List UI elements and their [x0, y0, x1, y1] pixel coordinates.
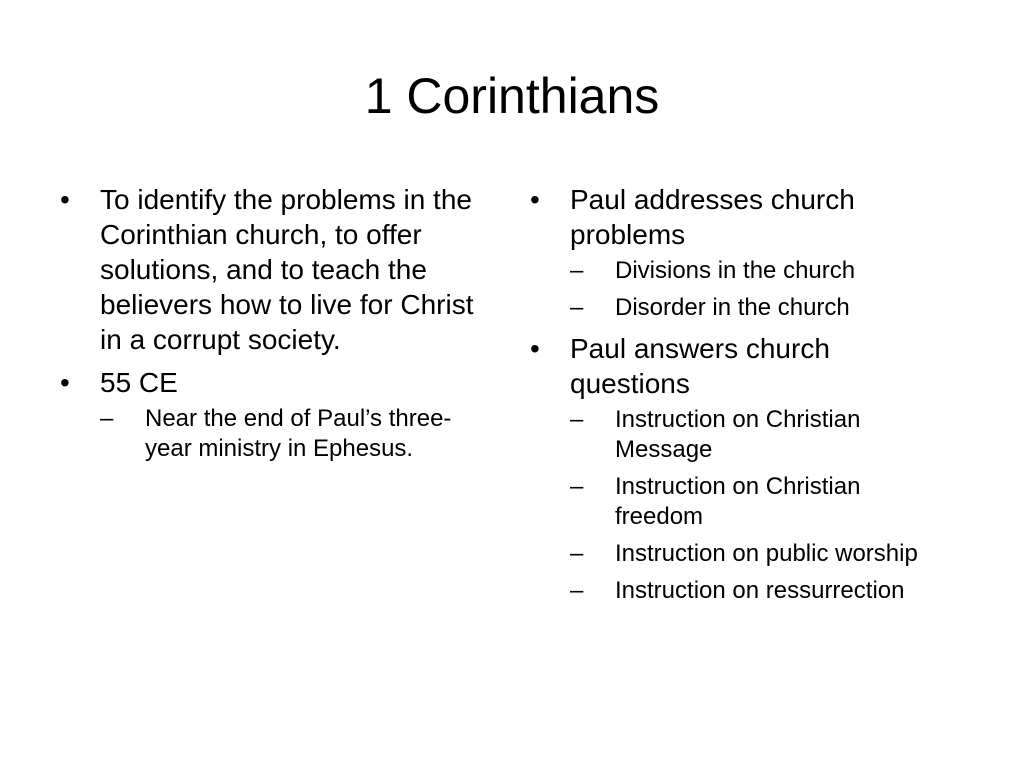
sub-bullet-text: Near the end of Paul’s three-year ministry in Ephesus. [145, 405, 452, 462]
sub-bullet-text: Instruction on Christian Message [615, 406, 861, 463]
bullet-dot-icon: • [60, 184, 70, 215]
dash-icon: – [570, 257, 584, 284]
right-content-column [528, 182, 928, 614]
sub-bullet-item [570, 576, 928, 606]
bullet-text: Paul addresses church problems [570, 184, 855, 250]
dash-icon: – [570, 577, 584, 604]
sub-bullet-list [570, 256, 928, 323]
sub-bullet-list [100, 404, 478, 464]
sub-bullet-text: Instruction on ressurrection [615, 577, 905, 604]
bullet-dot-icon: • [60, 367, 70, 398]
sub-bullet-text: Instruction on Christian freedom [615, 473, 861, 530]
sub-bullet-text: Disorder in the church [615, 294, 850, 321]
dash-icon: – [100, 405, 114, 432]
bullet-text: To identify the problems in the Corinthian church, to offer solutions, and to teach the believers how to live for Christ in a corrupt society. [100, 184, 474, 355]
dash-icon: – [570, 473, 584, 500]
dash-icon: – [570, 406, 584, 433]
bullet-text: 55 CE [100, 367, 178, 398]
sub-bullet-item [570, 405, 928, 465]
bullet-dot-icon: • [530, 333, 540, 364]
left-content-column [58, 182, 478, 472]
slide-title: 1 Corinthians [364, 68, 660, 124]
sub-bullet-item [570, 293, 928, 323]
bullet-item [58, 365, 478, 464]
sub-bullet-text: Instruction on public worship [615, 540, 918, 567]
bullet-text: Paul answers church questions [570, 333, 830, 399]
sub-bullet-item [570, 472, 928, 532]
dash-icon: – [570, 294, 584, 321]
sub-bullet-item [570, 539, 928, 569]
bullet-item [58, 182, 478, 357]
bullet-item [528, 182, 928, 323]
sub-bullet-text: Divisions in the church [615, 257, 856, 284]
bullet-item [528, 331, 928, 606]
sub-bullet-item [100, 404, 478, 464]
bullet-dot-icon: • [530, 184, 540, 215]
sub-bullet-list [570, 405, 928, 606]
dash-icon: – [570, 540, 584, 567]
sub-bullet-item [570, 256, 928, 286]
